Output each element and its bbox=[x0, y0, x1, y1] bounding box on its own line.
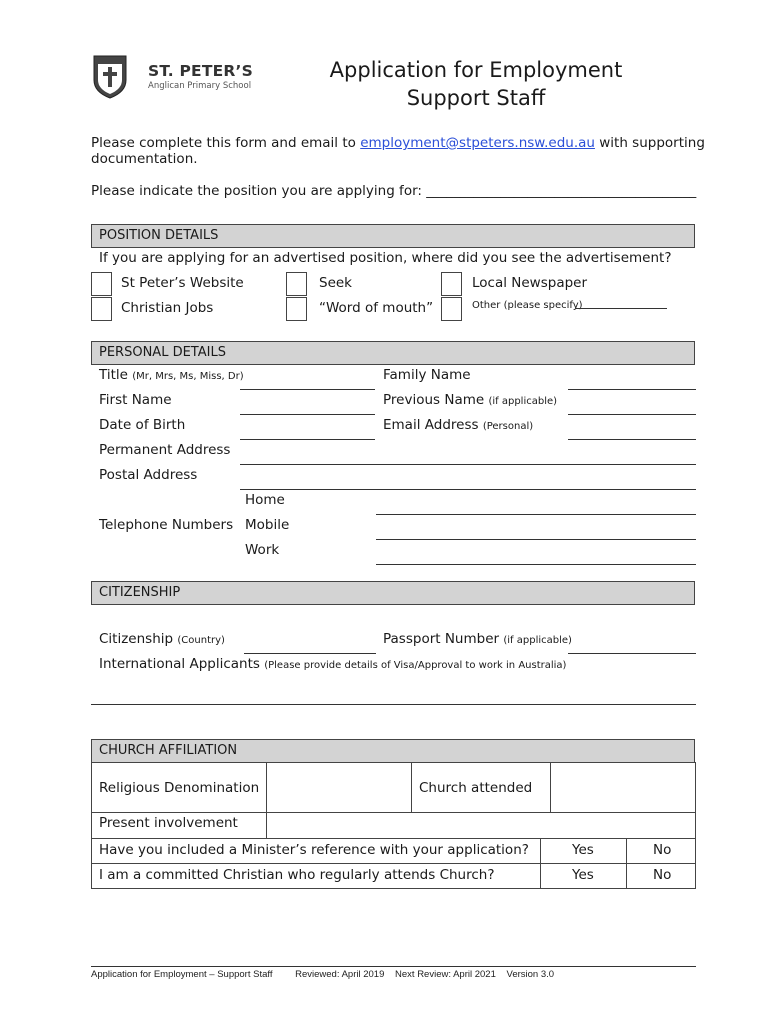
citizenship-line[interactable] bbox=[244, 653, 376, 654]
citizenship-field-label bbox=[99, 631, 225, 647]
checkbox-other[interactable] bbox=[441, 297, 462, 321]
checkbox-local-newspaper[interactable] bbox=[441, 272, 462, 296]
involvement-label-cell bbox=[91, 812, 267, 839]
minister-reference-question: Have you included a Minister’s reference with your application? bbox=[99, 842, 529, 858]
involvement-label: Present involvement bbox=[99, 815, 238, 831]
family-name-line[interactable] bbox=[568, 389, 696, 390]
intro-line-2: documentation. bbox=[91, 151, 198, 167]
no-label: No bbox=[653, 867, 672, 883]
work-phone-line[interactable] bbox=[376, 564, 696, 565]
position-prompt[interactable]: Please indicate the position you are applying for: ________________________________________ bbox=[91, 183, 697, 199]
title-field-label bbox=[99, 367, 244, 383]
committed-christian-cell bbox=[91, 863, 541, 889]
church-attended-label: Church attended bbox=[419, 780, 533, 796]
postal-address-line[interactable] bbox=[240, 489, 696, 490]
checkbox-christian-jobs[interactable] bbox=[91, 297, 112, 321]
footer-next-review: Next Review: April 2021 bbox=[395, 969, 496, 980]
denomination-label: Religious Denomination bbox=[99, 780, 260, 796]
mobile-phone-label: Mobile bbox=[245, 517, 290, 533]
passport-label: Passport Number bbox=[383, 631, 500, 647]
label-st-peters-website: St Peter’s Website bbox=[121, 275, 244, 291]
checkbox-st-peters-website[interactable] bbox=[91, 272, 112, 296]
telephone-label: Telephone Numbers bbox=[99, 517, 234, 533]
advert-question: If you are applying for an advertised position, where did you see the advertisement? bbox=[99, 250, 672, 266]
intro-after: with supporting bbox=[594, 135, 705, 151]
section-title: PERSONAL DETAILS bbox=[99, 345, 226, 360]
page-title bbox=[300, 56, 652, 112]
title-line-2: Support Staff bbox=[406, 86, 546, 110]
email-hint: (Personal) bbox=[482, 421, 534, 432]
minister-reference-cell bbox=[91, 838, 541, 864]
church-affiliation-header bbox=[91, 739, 695, 763]
previous-name-field-label bbox=[383, 392, 557, 408]
email-field-label bbox=[383, 417, 533, 433]
section-title: POSITION DETAILS bbox=[99, 228, 219, 243]
committed-christian-no[interactable] bbox=[626, 863, 696, 889]
label-christian-jobs: Christian Jobs bbox=[121, 300, 214, 316]
footer bbox=[91, 969, 554, 980]
first-name-line[interactable] bbox=[240, 414, 375, 415]
dob-line[interactable] bbox=[240, 439, 375, 440]
label-other: Other (please specify) bbox=[472, 300, 583, 311]
other-specify-line[interactable] bbox=[575, 308, 667, 309]
minister-reference-yes[interactable] bbox=[540, 838, 627, 864]
email-link[interactable]: employment@stpeters.nsw.edu.au bbox=[360, 135, 595, 151]
citizenship-header bbox=[91, 581, 695, 605]
home-phone-line[interactable] bbox=[376, 514, 696, 515]
home-phone-label: Home bbox=[245, 492, 285, 508]
no-label: No bbox=[653, 842, 672, 858]
previous-name-line[interactable] bbox=[568, 414, 696, 415]
brand-name: ST. PETER’S bbox=[148, 62, 253, 80]
mobile-phone-line[interactable] bbox=[376, 539, 696, 540]
minister-reference-no[interactable] bbox=[626, 838, 696, 864]
previous-name-hint: (if applicable) bbox=[488, 396, 558, 407]
involvement-input-cell[interactable] bbox=[266, 812, 696, 839]
checkbox-seek[interactable] bbox=[286, 272, 307, 296]
church-attended-input-cell[interactable] bbox=[550, 762, 696, 813]
passport-hint: (if applicable) bbox=[503, 635, 572, 646]
denomination-input-cell[interactable] bbox=[266, 762, 412, 813]
footer-document: Application for Employment – Support Staff bbox=[91, 969, 273, 980]
passport-field-label bbox=[383, 631, 572, 647]
yes-label: Yes bbox=[572, 867, 594, 883]
intro-text bbox=[91, 135, 705, 151]
yes-label: Yes bbox=[572, 842, 594, 858]
permanent-address-label: Permanent Address bbox=[99, 442, 231, 458]
citizenship-label: Citizenship bbox=[99, 631, 174, 647]
intl-applicants-hint: (Please provide details of Visa/Approval to work in Australia) bbox=[264, 660, 567, 671]
title-hint: (Mr, Mrs, Ms, Miss, Dr) bbox=[132, 371, 244, 382]
family-name-label: Family Name bbox=[383, 367, 471, 383]
label-seek: Seek bbox=[319, 275, 352, 291]
intl-applicants-label: International Applicants bbox=[99, 656, 260, 672]
title-line-1: Application for Employment bbox=[329, 58, 623, 82]
label-local-newspaper: Local Newspaper bbox=[472, 275, 588, 291]
denomination-label-cell bbox=[91, 762, 267, 813]
previous-name-label: Previous Name bbox=[383, 392, 485, 408]
personal-details-header bbox=[91, 341, 695, 365]
email-line[interactable] bbox=[568, 439, 696, 440]
committed-christian-question: I am a committed Christian who regularly attends Church? bbox=[99, 867, 495, 883]
title-field-line[interactable] bbox=[240, 389, 375, 390]
label-word-of-mouth: “Word of mouth” bbox=[319, 300, 434, 316]
footer-version: Version 3.0 bbox=[506, 969, 555, 980]
intl-applicants-field-label bbox=[99, 656, 566, 672]
committed-christian-yes[interactable] bbox=[540, 863, 627, 889]
section-title: CHURCH AFFILIATION bbox=[99, 743, 238, 758]
church-attended-label-cell bbox=[411, 762, 551, 813]
dob-label: Date of Birth bbox=[99, 417, 186, 433]
intro-before: Please complete this form and email to bbox=[91, 135, 361, 151]
brand-subtitle: Anglican Primary School bbox=[148, 81, 252, 91]
checkbox-word-of-mouth[interactable] bbox=[286, 297, 307, 321]
passport-line[interactable] bbox=[568, 653, 696, 654]
title-label: Title bbox=[99, 367, 128, 383]
first-name-label: First Name bbox=[99, 392, 172, 408]
section-title: CITIZENSHIP bbox=[99, 585, 181, 600]
work-phone-label: Work bbox=[245, 542, 280, 558]
postal-address-label: Postal Address bbox=[99, 467, 198, 483]
permanent-address-line[interactable] bbox=[240, 464, 696, 465]
school-crest-icon bbox=[91, 54, 129, 100]
citizenship-hint: (Country) bbox=[177, 635, 225, 646]
footer-rule bbox=[91, 966, 696, 967]
intl-applicants-line[interactable] bbox=[91, 704, 696, 705]
footer-reviewed: Reviewed: April 2019 bbox=[295, 969, 385, 980]
email-label: Email Address bbox=[383, 417, 479, 433]
position-details-header bbox=[91, 224, 695, 248]
